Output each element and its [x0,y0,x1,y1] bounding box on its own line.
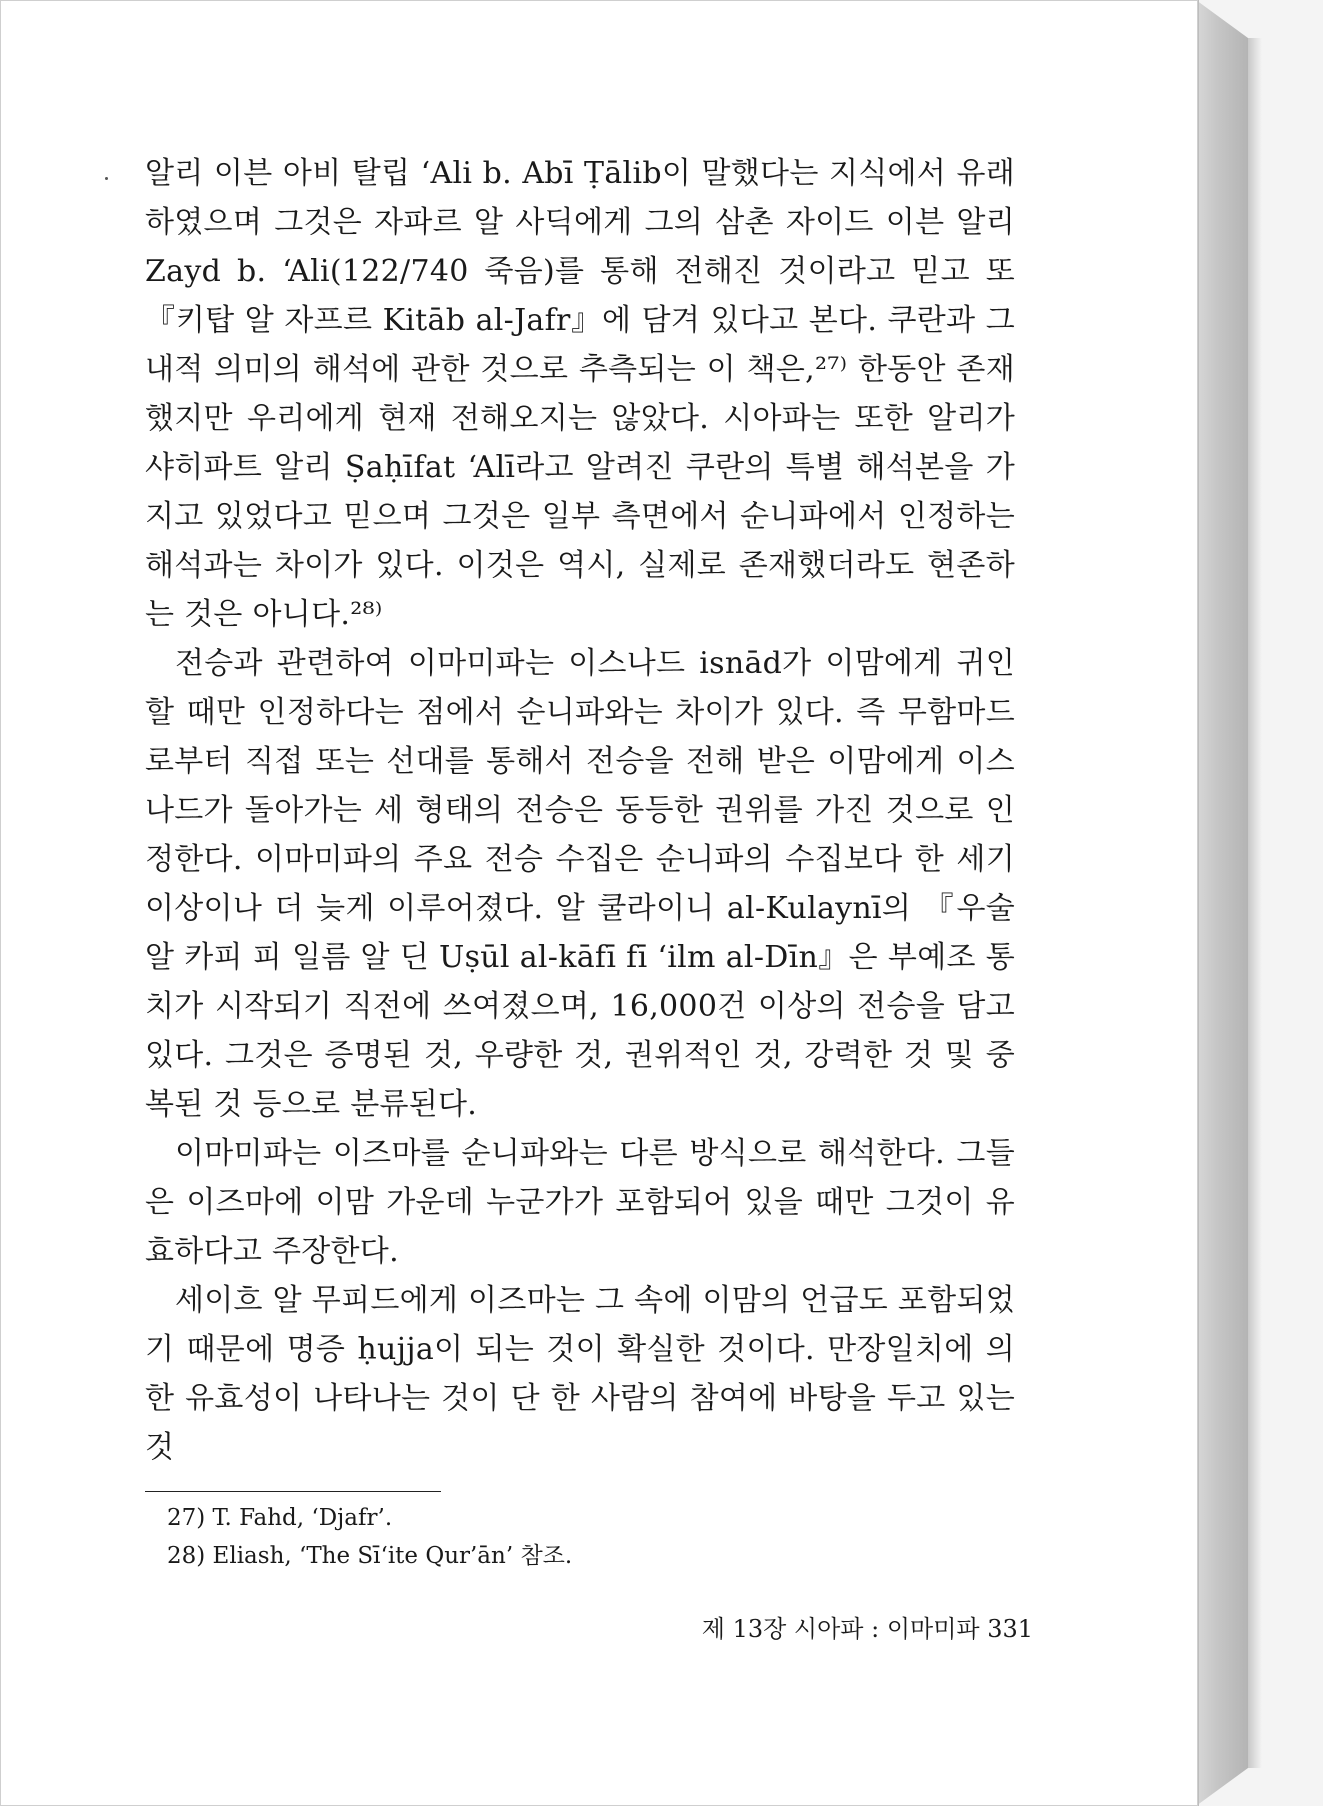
running-footer: 제 13장 시아파 : 이마미파 331 [701,1615,1033,1643]
paragraph-3: 이마미파는 이즈마를 순니파와는 다른 방식으로 해석한다. 그들은 이즈마에 이맘 가운데 누군가가 포함되어 있을 때만 그것이 유효하다고 주장한다. [145,1136,1015,1269]
body-text [145,149,1015,1472]
paragraph-2: 전승과 관련하여 이마미파는 이스나드 isnād가 이맘에게 귀인할 때만 인정하다는 점에서 순니파와는 차이가 있다. 즉 무함마드로부터 직접 또는 선대를 통해서 전승을 전해 받은 이맘에게 이스나드가 돌아가는 세 형태의 전승은 동등한 권위를 가진 것으로 인정한다. 이마미파의 주요 전승 수집은 순니파의 수집보다 한 세기 이상이나 더 늦게 이루어졌다. 알 쿨라이니 al-Kulaynī의 『우술 알 카피 피 일름 알 딘 Uṣūl al-kāfī fī ‘ilm al-Dīn』은 부예조 통치가 시작되기 직전에 쓰여졌으며, 16,000건 이상의 전승을 담고 있다. 그것은 증명된 것, 우량한 것, 권위적인 것, 강력한 것 및 중복된 것 등으로 분류된다. [145,646,1015,1122]
margin-mark [105,177,108,180]
footnotes [167,1499,1027,1575]
footnote-27: 27) T. Fahd, ‘Djafr’. [167,1505,393,1531]
footnote-28: 28) Eliash, ‘The Sī‘ite Qur’ān’ 참조. [167,1543,573,1569]
page-edge [1196,0,1248,1806]
footnote-divider [145,1491,441,1492]
paragraph-4: 세이흐 알 무피드에게 이즈마는 그 속에 이맘의 언급도 포함되었기 때문에 명증 ḥujja이 되는 것이 확실한 것이다. 만장일치에 의한 유효성이 나타나는 것이 단 한 사람의 참여에 바탕을 두고 있는 것 [145,1283,1015,1465]
paragraph-1: 알리 이븐 아비 탈립 ‘Ali b. Abī Ṭālib이 말했다는 지식에서 유래하였으며 그것은 자파르 알 사딕에게 그의 삼촌 자이드 이븐 알리 Zayd b. ‘Ali(122/740 죽음)를 통해 전해진 것이라고 믿고 또 『키탑 알 자프르 Kitāb al-Jafr』에 담겨 있다고 본다. 쿠란과 그 내적 의미의 해석에 관한 것으로 추측되는 이 책은,²⁷⁾ 한동안 존재했지만 우리에게 현재 전해오지는 않았다. 시아파는 또한 알리가 샤히파트 알리 Ṣaḥīfat ‘Alī라고 알려진 쿠란의 특별 해석본을 가지고 있었다고 믿으며 그것은 일부 측면에서 순니파에서 인정하는 해석과는 차이가 있다. 이것은 역시, 실제로 존재했더라도 현존하는 것은 아니다.²⁸⁾ [145,156,1015,632]
page-edge-shadow [1248,38,1262,1768]
